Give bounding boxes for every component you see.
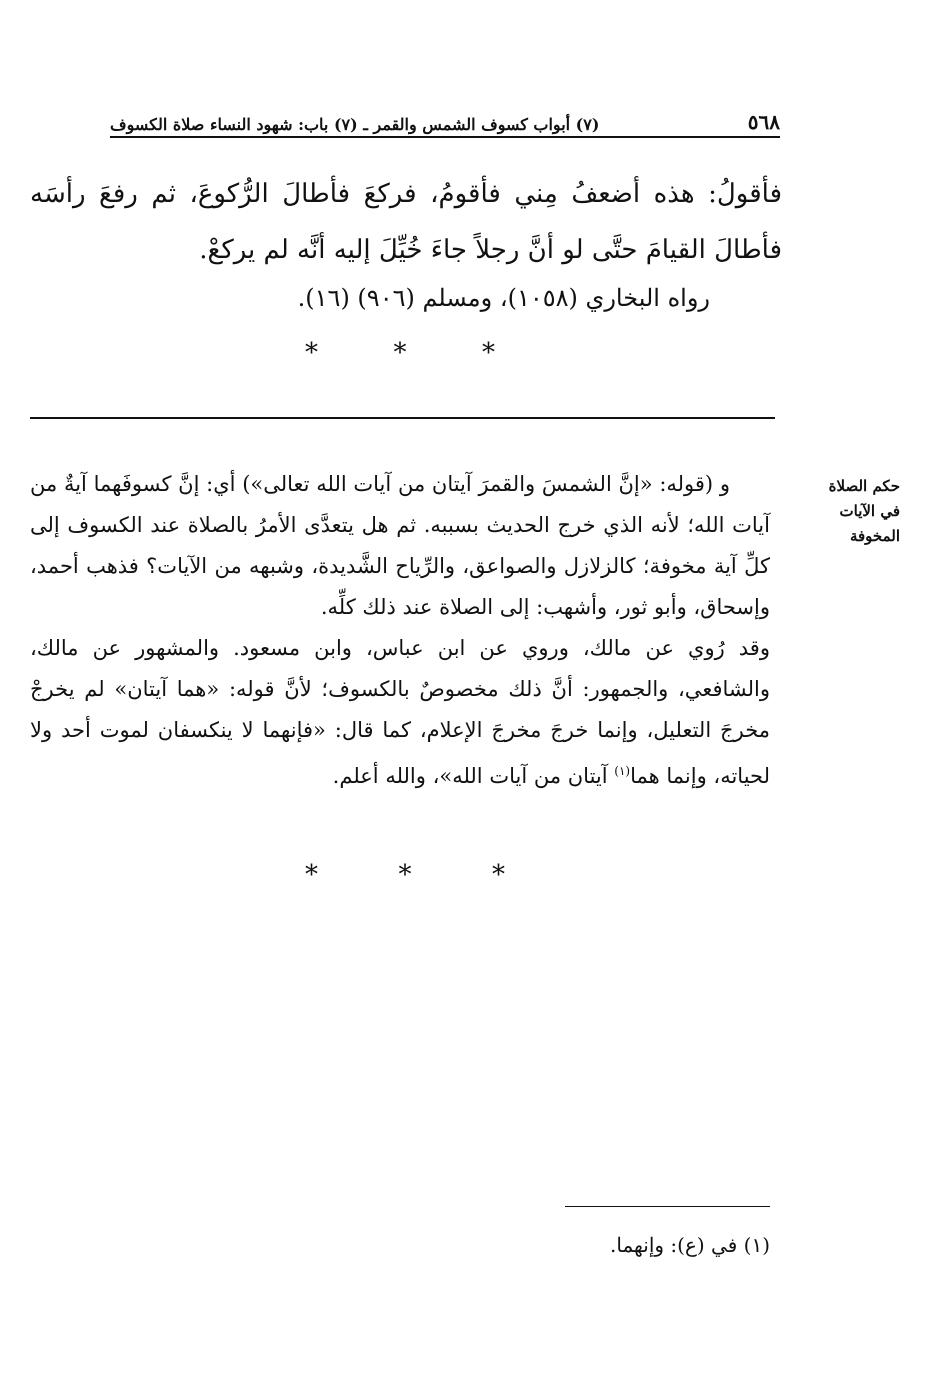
page-header [110,100,780,138]
footnote-divider [565,1206,770,1207]
running-head: (٧) أبواب كسوف الشمس والقمر ـ (٧) باب: شهود النساء صلاة الكسوف [110,115,600,134]
commentary-text [30,464,770,797]
footnote-reference: (١) [614,764,631,778]
section-divider [30,417,775,419]
commentary-paragraph [30,628,770,797]
separator-star: * [305,338,318,368]
hadith-source: رواه البخاري (١٠٥٨)، ومسلم (٩٠٦) (١٦). [297,284,710,312]
section-separator [305,338,495,368]
separator-star: * [393,338,407,368]
separator-star: * [492,860,505,890]
margin-note-line: حكم الصلاة [828,477,900,495]
separator-star: * [305,860,318,890]
commentary-text-run: وقد رُوي عن مالك، وروي عن ابن عباس، وابن مسعود. والمشهور عن مالك، والشافعي، والجمهور: أنَّ ذلك مخصوصٌ بالكسوف؛ لأنَّ قوله: «هما آيتان» لم يخرجْ مخرجَ التعليل، وإنما خرجَ مخرجَ الإعلام، كما قال: «فإنهما لا ينكسفان لموت أحد ولا لحياته، وإنما هما [30,636,770,788]
commentary-text-run: آيتان من آيات الله»، والله أعلم. [332,764,615,788]
margin-note-line: في الآيات [839,502,900,520]
commentary-paragraph: و (قوله: «إنَّ الشمسَ والقمرَ آيتان من آيات الله تعالى») أي: إنَّ كسوفَهما آيةٌ من آيات الله؛ لأنه الذي خرج الحديث بسببه. ثم هل يتعدَّى الأمرُ بالصلاة عند الكسوف إلى كلِّ آية مخوفة؛ كالزلازل والصواعق، والرِّياح الشَّديدة، وشبهه من الآيات؟ فذهب أحمد، وإسحاق، وأبو ثور، وأشهب: إلى الصلاة عند ذلك كلِّه. [30,472,770,619]
separator-star: * [398,860,412,890]
page-number: ٥٦٨ [747,110,780,134]
hadith-paragraph: فأقولُ: هذه أضعفُ مِني فأقومُ، فركعَ فأطالَ الرُّكوعَ، ثم رفعَ رأسَه فأطالَ القيامَ حتَّى لو أنَّ رجلاً جاءَ خُيِّلَ إليه أنَّه لم يركعْ. [30,179,782,265]
separator-star: * [482,338,495,368]
margin-note-line: المخوفة [849,527,900,545]
footnote: (١) في (ع): وإنهما. [610,1233,770,1257]
section-separator [305,860,505,890]
hadith-text [30,166,782,278]
margin-note [782,474,900,549]
